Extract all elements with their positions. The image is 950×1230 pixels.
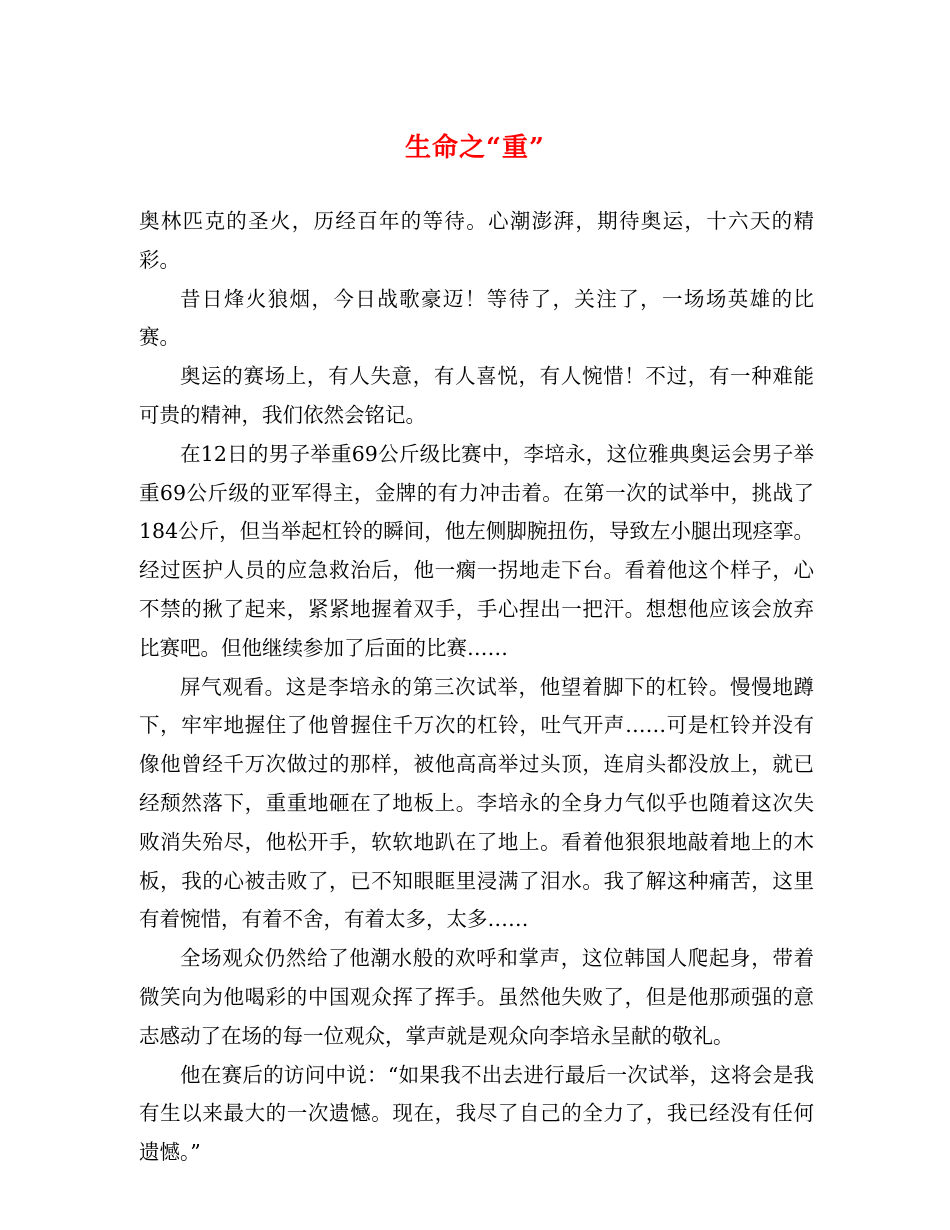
document-body — [139, 202, 814, 1172]
paragraph: 全场观众仍然给了他潮水般的欢呼和掌声，这位韩国人爬起身，带着微笑向为他喝彩的中国观众挥了挥手。虽然他失败了，但是他那顽强的意志感动了在场的每一位观众，掌声就是观众向李培永呈献的敬礼。 — [139, 946, 814, 1048]
paragraph: 奥林匹克的圣火，历经百年的等待。心潮澎湃，期待奥运，十六天的精彩。 — [139, 209, 814, 272]
document-title: 生命之“重” — [405, 133, 545, 163]
paragraph: 奥运的赛场上，有人失意，有人喜悦，有人惋惜！不过，有一种难能可贵的精神，我们依然会铭记。 — [139, 364, 814, 427]
paragraph: 屏气观看。这是李培永的第三次试举，他望着脚下的杠铃。慢慢地蹲下，牢牢地握住了他曾握住千万次的杠铃，吐气开声……可是杠铃并没有像他曾经千万次做过的那样，被他高高举过头顶，连肩头都没放上，就已经颓然落下，重重地砸在了地板上。李培永的全身力气似乎也随着这次失败消失殆尽，他松开手，软软地趴在了地上。看着他狠狠地敲着地上的木板，我的心被击败了，已不知眼眶里浸满了泪水。我了解这种痛苦，这里有着惋惜，有着不舍，有着太多，太多…… — [139, 674, 814, 932]
paragraph: 昔日烽火狼烟，今日战歌豪迈！等待了，关注了，一场场英雄的比赛。 — [139, 286, 814, 350]
paragraph: 他在赛后的访问中说：“如果我不出去进行最后一次试举，这将会是我有生以来最大的一次遗憾。现在，我尽了自己的全力了，我已经没有任何遗憾。” — [139, 1062, 814, 1165]
paragraph: 在12日的男子举重69公斤级比赛中，李培永，这位雅典奥运会男子举重69公斤级的亚军得主，金牌的有力冲击着。在第一次的试举中，挑战了184公斤，但当举起杠铃的瞬间，他左侧脚腕扭伤，导致左小腿出现痉挛。经过医护人员的应急救治后，他一瘸一拐地走下台。看着他这个样子，心不禁的揪了起来，紧紧地握着双手，手心捏出一把汗。想想他应该会放弃比赛吧。但他继续参加了后面的比赛…… — [139, 441, 814, 660]
